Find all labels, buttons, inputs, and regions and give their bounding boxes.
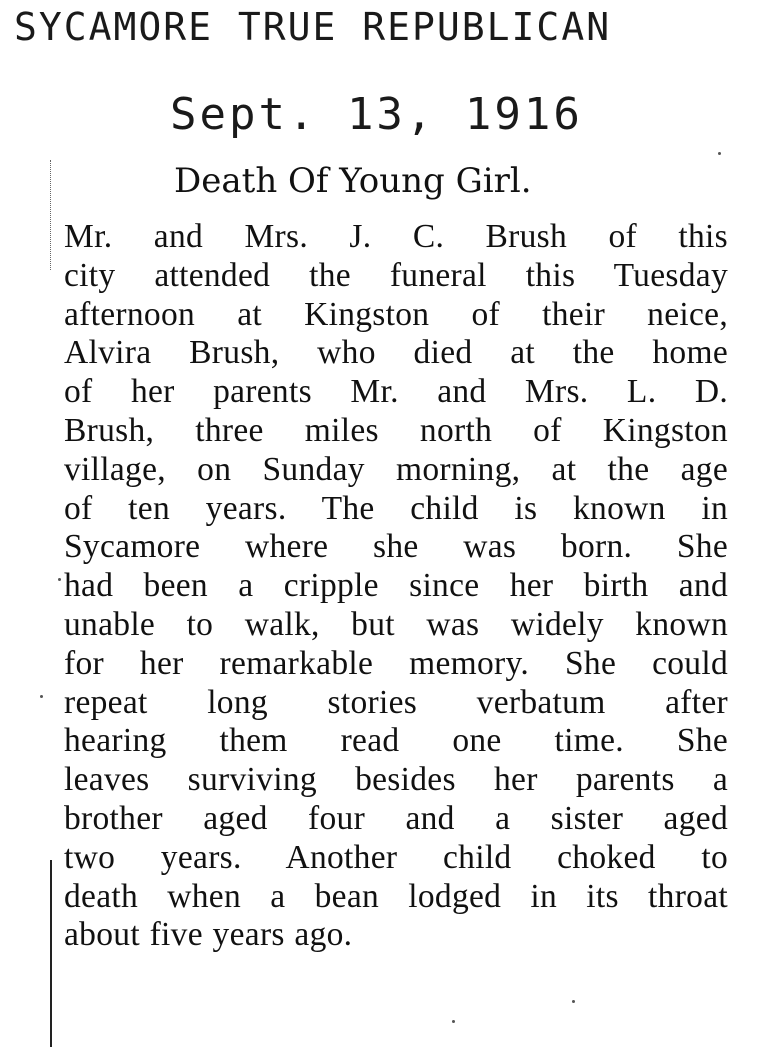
column-rule-top [50, 160, 51, 270]
article-line: hearing them read one time. She [64, 722, 728, 760]
article-line: afternoon at Kingston of their neice, [64, 295, 728, 333]
article-line: two years. Another child choked to [64, 838, 728, 876]
article-line: leaves surviving besides her parents a [64, 761, 728, 799]
print-speck [58, 578, 61, 581]
article-line: about five years ago. [64, 916, 353, 954]
print-speck [718, 152, 721, 155]
article-line: brother aged four and a sister aged [64, 799, 728, 837]
print-speck [452, 1020, 455, 1023]
article-line: unable to walk, but was widely known [64, 605, 728, 643]
article-line: repeat long stories verbatum after [64, 683, 728, 721]
article-line: Alvira Brush, who died at the home [64, 334, 728, 372]
print-speck [572, 1000, 575, 1003]
article-line: village, on Sunday morning, at the age [64, 450, 728, 488]
article-line: death when a bean lodged in its throat [64, 877, 728, 915]
article-line: of her parents Mr. and Mrs. L. D. [64, 373, 728, 411]
article-line: of ten years. The child is known in [64, 489, 728, 527]
column-rule-bottom [50, 860, 52, 1047]
article-line: Brush, three miles north of Kingston [64, 411, 728, 449]
article-headline: Death Of Young Girl. [174, 161, 532, 201]
article-line: city attended the funeral this Tuesday [64, 256, 728, 294]
article-line: had been a cripple since her birth and [64, 567, 728, 605]
publication-date: Sept. 13, 1916 [170, 89, 583, 140]
newspaper-masthead: SYCAMORE TRUE REPUBLICAN [14, 5, 612, 49]
print-speck [40, 695, 43, 698]
article-line: Sycamore where she was born. She [64, 528, 728, 566]
article-line: for her remarkable memory. She could [64, 644, 728, 682]
article-body [64, 218, 728, 955]
article-line: Mr. and Mrs. J. C. Brush of this [64, 218, 728, 255]
